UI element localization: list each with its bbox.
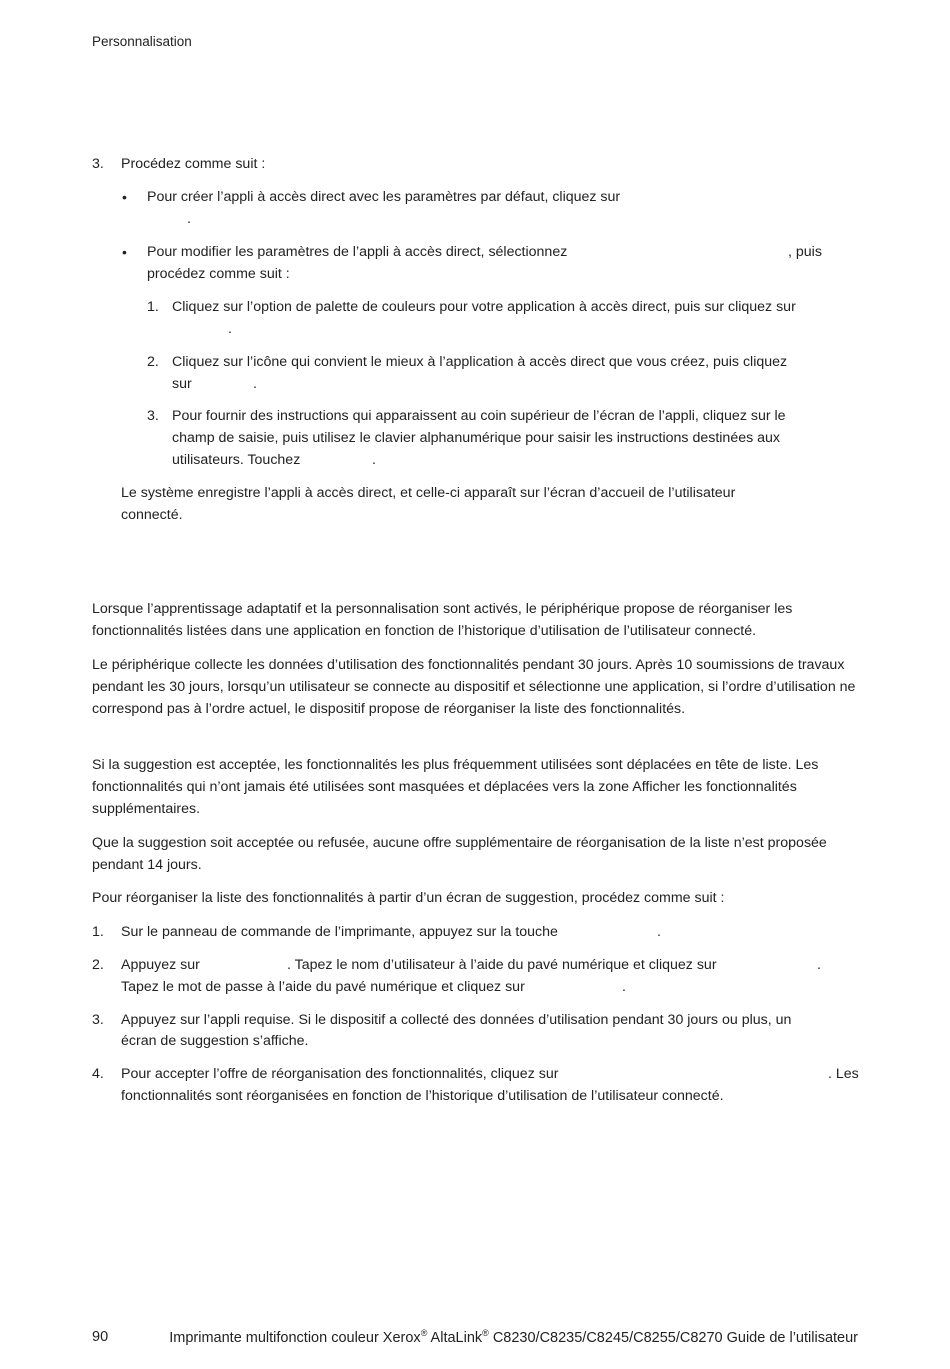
bullet2-line2: procédez comme suit : [147,266,290,282]
step2-text-a: Appuyez sur [121,957,200,973]
paragraph: Que la suggestion soit acceptée ou refusée, aucune offre supplémentaire de réorganisation de la liste n’est proposée pendant 14 jours. [92,835,827,873]
bullet2-line1b: , puis [788,244,822,260]
step1-end: . [657,924,661,940]
step2-line2b: . [622,979,626,995]
substep-number: 3. [147,408,159,424]
step-number: 3. [92,1012,104,1028]
substep3-line2: champ de saisie, puis utilisez le clavier alphanumérique pour saisir les instructions destinées aux [172,430,781,446]
substep2-line2a: sur [172,376,192,392]
paragraph: Lorsque l’apprentissage adaptatif et la personnalisation sont activés, le périphérique propose de réorganiser les fonctionnalités listées dans une application en fonction de l’historique d’utilisation de l’utilisateur connecté. [92,601,793,639]
substep2-line2b: . [253,376,257,392]
bullet-dot: • [122,189,127,205]
title-part: Imprimante multifonction couleur Xerox [169,1330,421,1346]
step1-text: Sur le panneau de commande de l’imprimante, appuyez sur la touche [121,924,558,940]
result-line2: connecté. [121,507,183,523]
substep2-line1: Cliquez sur l’icône qui convient le mieux à l’application à accès direct que vous créez, puis cliquez [172,354,788,370]
step2-text-b: . Tapez le nom d’utilisateur à l’aide du pavé numérique et cliquez sur [287,957,717,973]
substep3-line1: Pour fournir des instructions qui apparaissent au coin supérieur de l’écran de l’appli, cliquez sur le [172,408,786,424]
running-header: Personnalisation [92,34,192,49]
step3-line1: Appuyez sur l’appli requise. Si le dispositif a collecté des données d’utilisation pendant 30 jours ou plus, un [121,1012,792,1028]
step-number: 4. [92,1066,104,1082]
step3-line2: écran de suggestion s’affiche. [121,1033,309,1049]
title-part: AltaLink [427,1330,483,1346]
step-number: 2. [92,957,104,973]
bullet-dot: • [122,244,127,260]
result-line1: Le système enregistre l’appli à accès direct, et celle-ci apparaît sur l’écran d’accueil de l’utilisateur [121,485,736,501]
paragraph: Pour réorganiser la liste des fonctionnalités à partir d’un écran de suggestion, procédez comme suit : [92,890,725,906]
substep3-line3a: utilisateurs. Touchez [172,452,301,468]
paragraph: Le périphérique collecte les données d’utilisation des fonctionnalités pendant 30 jours. Après 10 soumissions de travaux pendant les 30 jours, lorsqu’un utilisateur se connecte au dispositif et sélectionne une application, si l’ordre d’utilisation ne correspond pas à l’ordre actuel, le dispositif propose de réorganiser la liste des fonctionnalités. [92,657,856,717]
step2-line2a: Tapez le mot de passe à l’aide du pavé numérique et cliquez sur [121,979,525,995]
registered-mark: ® [420,1328,428,1339]
paragraph: Si la suggestion est acceptée, les fonctionnalités les plus fréquemment utilisées sont déplacées en tête de liste. Les fonctionnalités qui n’ont jamais été utilisées sont masquées et déplacées vers la zone Afficher les fonctionnalités supplémentaires. [92,757,819,817]
step4-line2: fonctionnalités sont réorganisées en fonction de l’historique d’utilisation de l’utilisateur connecté. [121,1088,724,1104]
bullet2-line1a: Pour modifier les paramètres de l’appli à accès direct, sélectionnez [147,244,568,260]
document-title [158,1327,858,1349]
step4-line1a: Pour accepter l’offre de réorganisation des fonctionnalités, cliquez sur [121,1066,559,1082]
page-number: 90 [92,1329,109,1345]
registered-mark: ® [482,1328,489,1339]
substep-number: 2. [147,354,159,370]
substep3-line3b: . [372,452,376,468]
step4-line1b: . Les [828,1066,859,1082]
step-intro: Procédez comme suit : [121,156,266,172]
step-number: 3. [92,156,104,172]
step2-text-c: . [817,957,821,973]
title-part: C8230/C8235/C8245/C8255/C8270 Guide de l’utilisateur [488,1330,858,1346]
bullet1-line2: . [187,211,191,227]
substep1-line1: Cliquez sur l’option de palette de couleurs pour votre application à accès direct, puis sur cliquez sur [172,299,796,315]
substep1-line2: . [228,321,232,337]
substep-number: 1. [147,299,159,315]
step-number: 1. [92,924,104,940]
bullet1-line1: Pour créer l’appli à accès direct avec les paramètres par défaut, cliquez sur [147,189,621,205]
